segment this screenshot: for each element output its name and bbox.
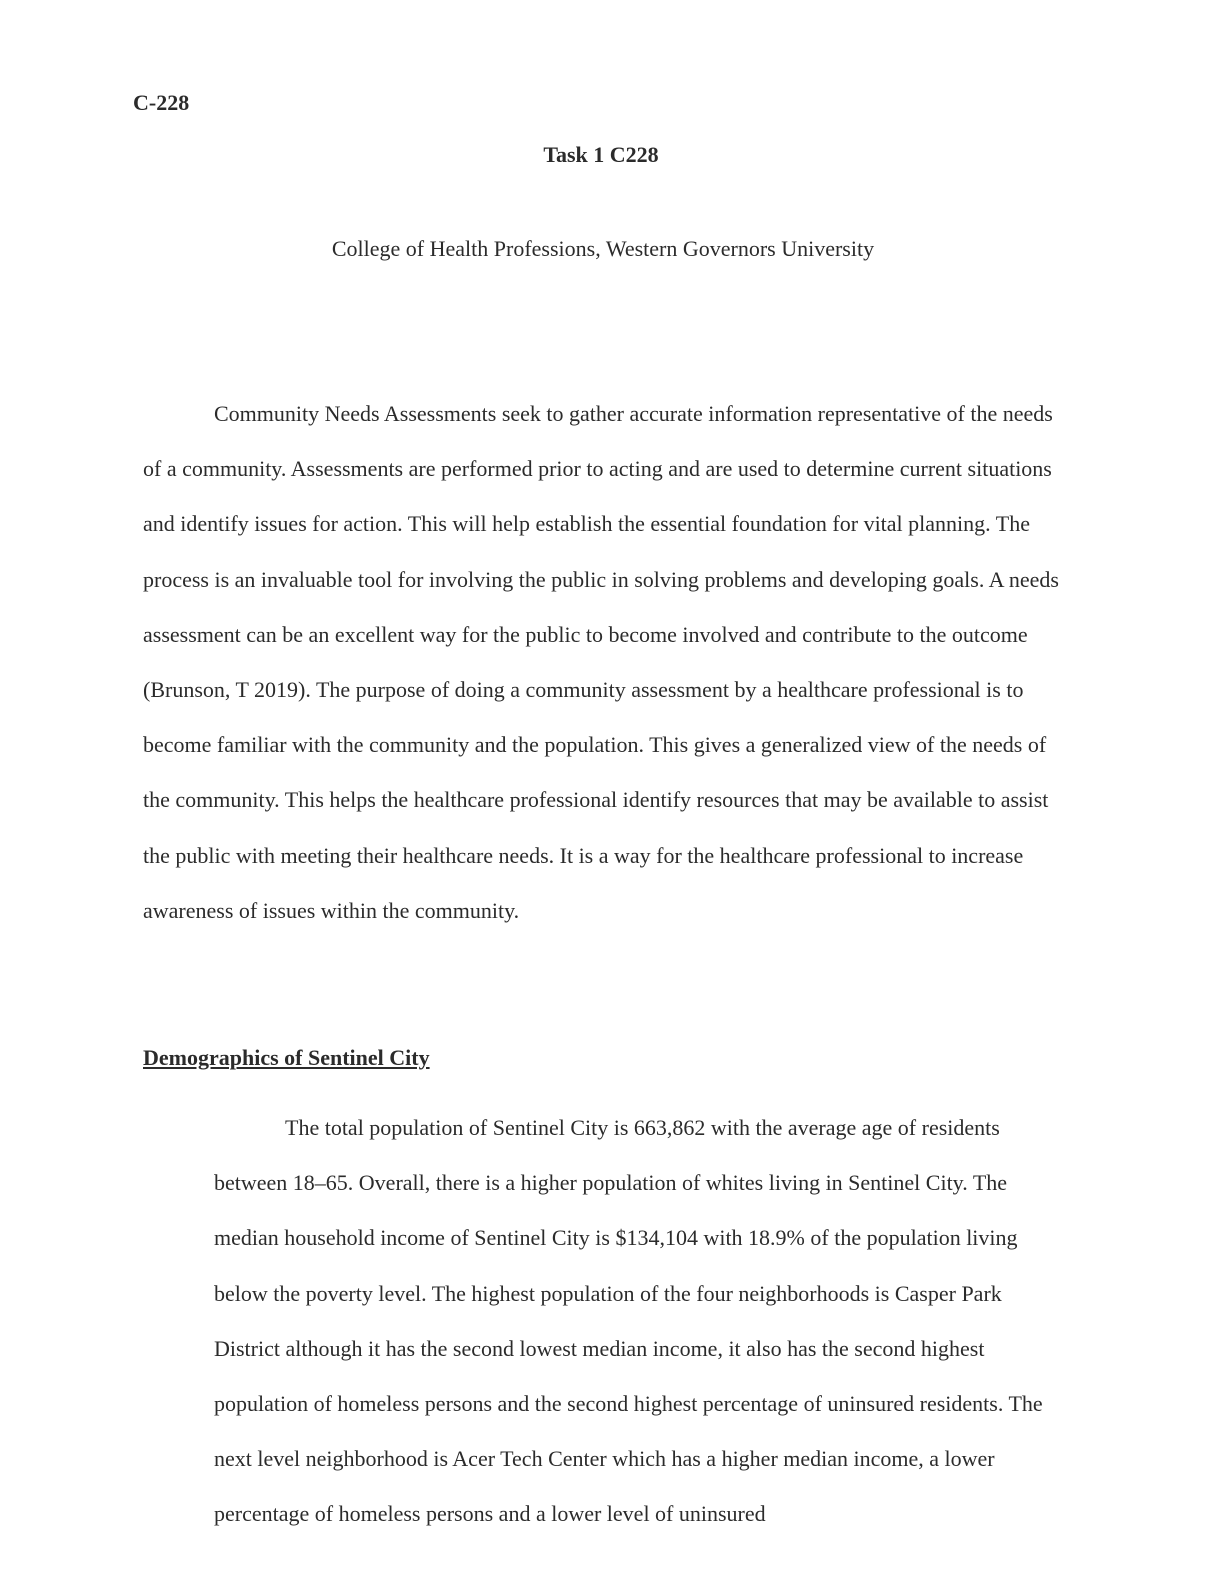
institution-affiliation: College of Health Professions, Western Governors University bbox=[331, 236, 875, 261]
running-head: C-228 bbox=[133, 90, 190, 115]
demographics-paragraph: The total population of Sentinel City is 663,862 with the average age of residents between 18–65. Overall, there is a higher population of whites living in Sentinel City. The median household income of Sentinel City is $134,104 with 18.9% of the population living below the poverty level. The highest population of the four neighborhoods is Casper Park District although it has the second lowest median income, it also has the second highest population of homeless persons and the second highest percentage of uninsured residents. The next level neighborhood is Acer Tech Center which has a higher median income, a lower percentage of homeless persons and a lower level of uninsured bbox=[214, 1115, 1043, 1527]
intro-paragraph: Community Needs Assessments seek to gather accurate information representative of the needs of a community. Assessments are performed prior to acting and are used to determine current situations and identify issues for action. This will help establish the essential foundation for vital planning. The process is an invaluable tool for involving the public in solving problems and developing goals. A needs assessment can be an excellent way for the public to become involved and contribute to the outcome (Brunson, T 2019). The purpose of doing a community assessment by a healthcare professional is to become familiar with the community and the population. This gives a generalized view of the needs of the community. This helps the healthcare professional identify resources that may be available to assist the public with meeting their healthcare needs. It is a way for the healthcare professional to increase awareness of issues within the community. bbox=[143, 401, 1059, 923]
section-heading-demographics: Demographics of Sentinel City bbox=[143, 1045, 430, 1070]
document-title: Task 1 C228 bbox=[543, 142, 659, 167]
